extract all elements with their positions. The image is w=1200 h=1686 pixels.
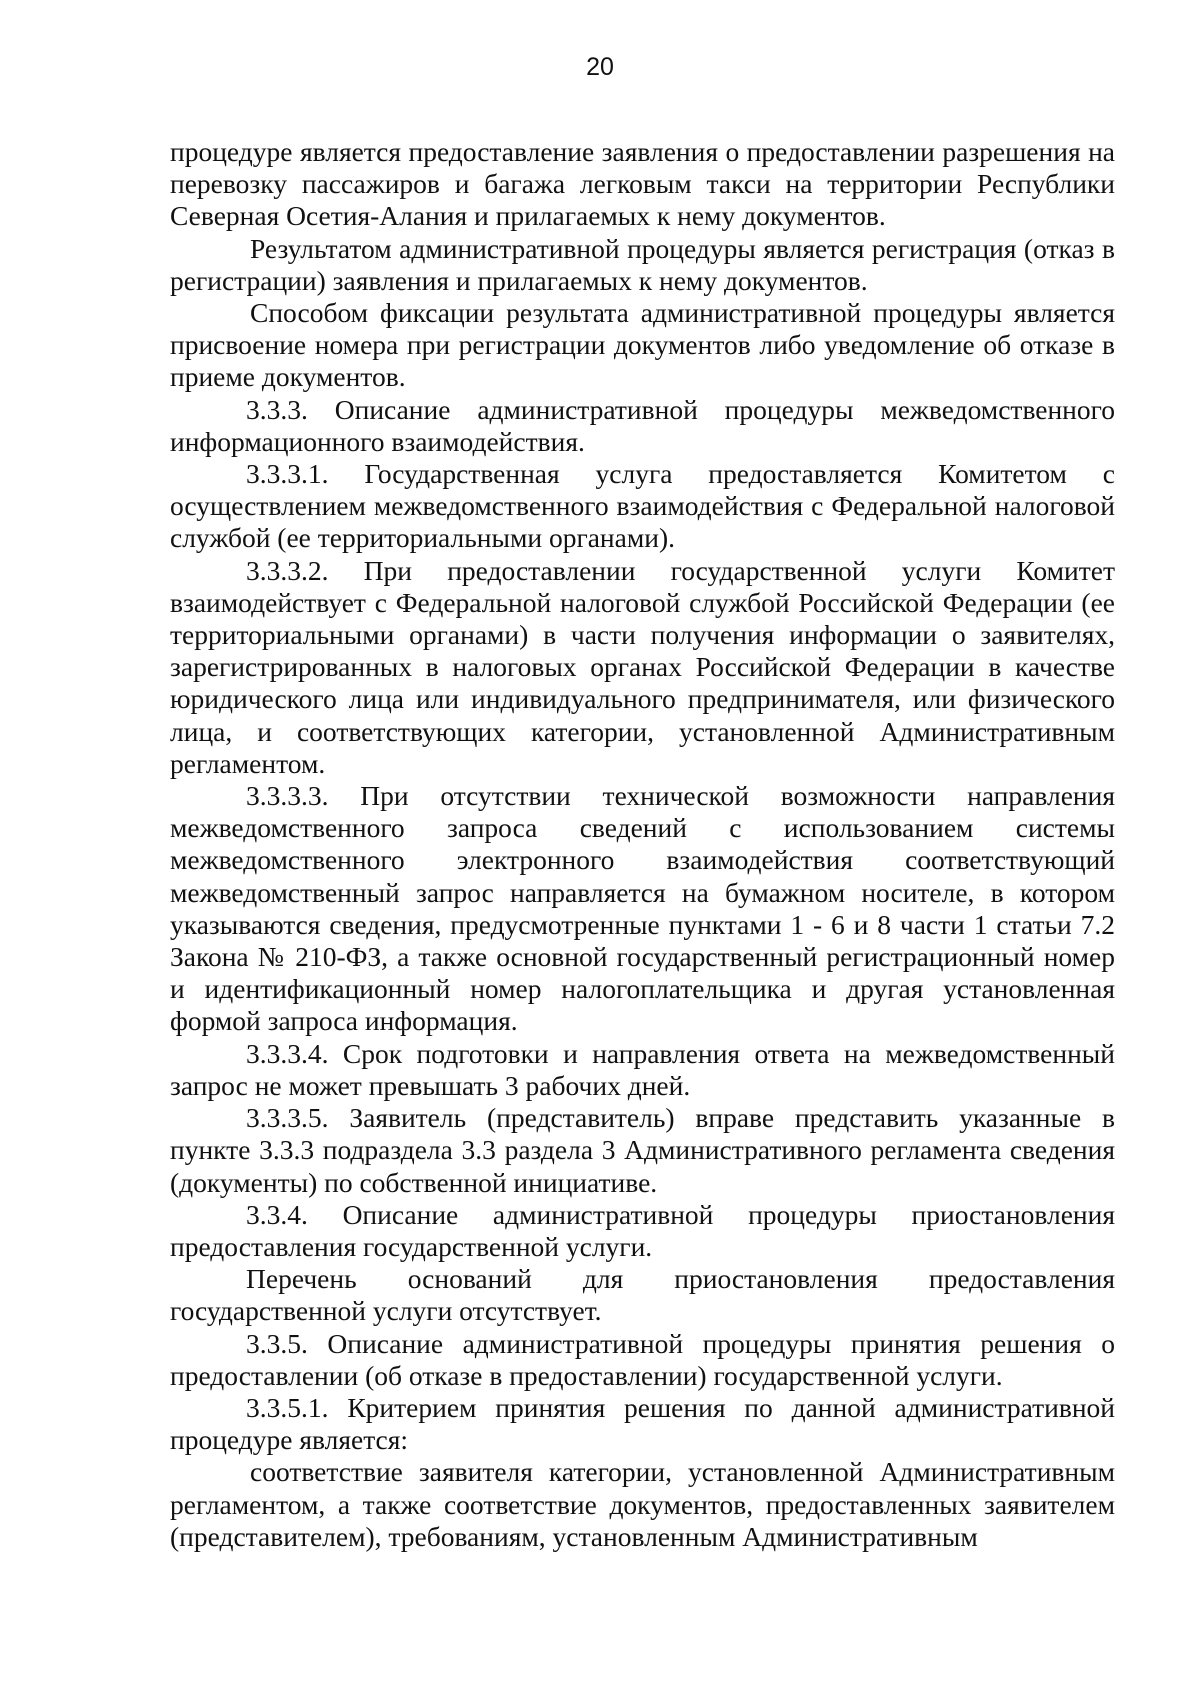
paragraph-result: Результатом административной процедуры является регистрация (отказ в регистрации) заявления и прилагаемых к нему документов. [170, 232, 1115, 296]
paragraph-3-3-4: 3.3.4. Описание административной процедуры приостановления предоставления государственной услуги. [170, 1198, 1115, 1262]
paragraph-criterion: соответствие заявителя категории, установленной Административным регламентом, а также соответствие документов, предоставленных заявителем (представителем), требованиям, установленным Административным [170, 1456, 1115, 1552]
paragraph-fixation-method: Способом фиксации результата административной процедуры является присвоение номера при регистрации документов либо уведомление об отказе в приеме документов. [170, 297, 1115, 393]
paragraph-3-3-3-3: 3.3.3.3. При отсутствии технической возможности направления межведомственного запроса сведений с использованием системы межведомственного электронного взаимодействия соответствующий межведомственный запрос направляется на бумажном носителе, в котором указываются сведения, предусмотренные пунктами 1 - 6 и 8 части 1 статьи 7.2 Закона № 210-ФЗ, а также основной государственный регистрационный номер и идентификационный номер налогоплательщика и другая установленная формой запроса информация. [170, 780, 1115, 1037]
paragraph-continuation: процедуре является предоставление заявления о предоставлении разрешения на перевозку пассажиров и багажа легковым такси на территории Республики Северная Осетия-Алания и прилагаемых к нему документов. [170, 136, 1115, 232]
page-number: 20 [586, 53, 614, 81]
paragraph-3-3-3-1: 3.3.3.1. Государственная услуга предоставляется Комитетом с осуществлением межведомственного взаимодействия с Федеральной налоговой службой (ее территориальными органами). [170, 458, 1115, 554]
paragraph-suspension-grounds: Перечень оснований для приостановления предоставления государственной услуги отсутствует. [170, 1263, 1115, 1327]
paragraph-3-3-5-1: 3.3.5.1. Критерием принятия решения по данной административной процедуре является: [170, 1391, 1115, 1456]
paragraph-3-3-3: 3.3.3. Описание административной процедуры межведомственного информационного взаимодействия. [170, 393, 1115, 457]
paragraph-3-3-5: 3.3.5. Описание административной процедуры принятия решения о предоставлении (об отказе в предоставлении) государственной услуги. [170, 1327, 1115, 1391]
paragraph-3-3-3-2: 3.3.3.2. При предоставлении государственной услуги Комитет взаимодействует с Федеральной налоговой службой Российской Федерации (ее территориальными органами) в части получения информации о заявителях, зарегистрированных в налоговых органах Российской Федерации в качестве юридического лица или индивидуального предпринимателя, или физического лица, и соответствующих категории, установленной Административным регламентом. [170, 554, 1115, 779]
paragraph-3-3-3-4: 3.3.3.4. Срок подготовки и направления ответа на межведомственный запрос не может превышать 3 рабочих дней. [170, 1037, 1115, 1101]
paragraph-3-3-3-5: 3.3.3.5. Заявитель (представитель) вправе представить указанные в пункте 3.3.3 подраздела 3.3 раздела 3 Административного регламента сведения (документы) по собственной инициативе. [170, 1102, 1115, 1198]
document-body [170, 136, 1115, 1553]
